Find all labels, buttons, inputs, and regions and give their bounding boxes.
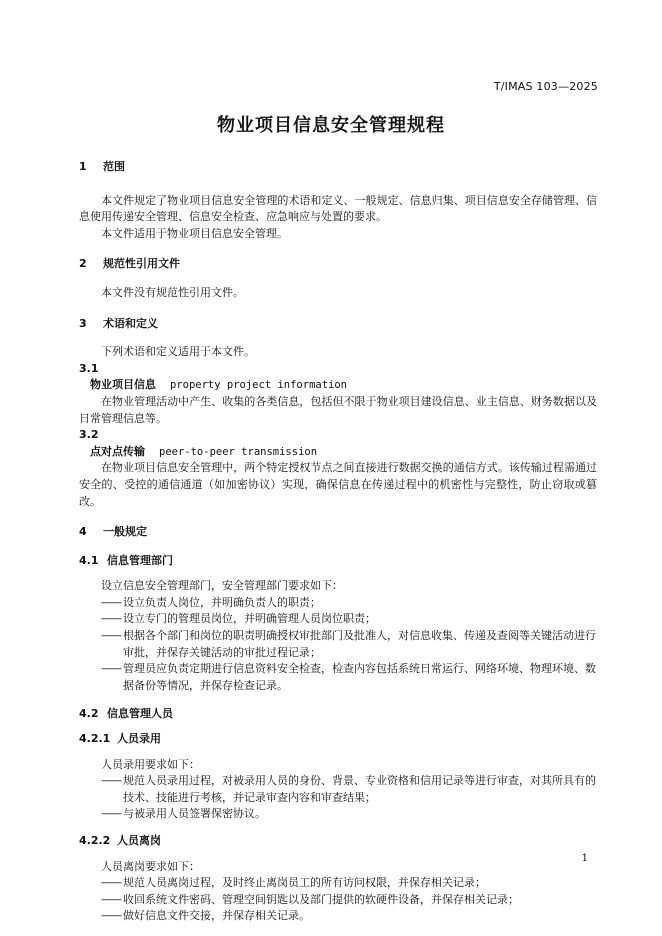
section-3-heading [79,316,597,333]
paragraph: 人员离岗要求如下： [101,859,200,873]
subsection-title: 信息管理部门 [107,553,173,567]
dash-mark: —— [101,807,121,821]
list-item [79,611,597,628]
list-item [79,875,597,892]
document-title: 物业项目信息安全管理规程 [217,115,445,136]
dash-mark: —— [101,774,121,788]
paragraph: 本文件没有规范性引用文件。 [101,285,244,299]
section-number: 2 [79,257,87,271]
term-en: peer-to-peer transmission [159,445,318,458]
list-item [79,908,597,925]
term-heading [79,377,597,394]
page-number: 1 [581,853,588,864]
dash-mark: —— [101,662,121,676]
dash-mark: —— [101,612,121,626]
term-entry [79,427,597,510]
dash-mark: —— [101,892,121,906]
section-title: 范围 [103,160,125,173]
paragraph: 人员录用要求如下： [101,757,200,771]
list-item [79,661,597,694]
list-item-text: 规范人员离岗过程，及时终止离岗员工的所有访问权限，并保存相关记录； [123,876,486,890]
term-definition: 在物业管理活动中产生、收集的各类信息，包括但不限于物业项目建设信息、业主信息、财务数据以及日常管理信息等。 [79,394,597,425]
list-item-text: 设立专门的管理员岗位，并明确管理人员岗位职责； [123,612,376,626]
list-item [79,628,597,661]
paragraph: 下列术语和定义适用于本文件。 [101,345,255,359]
section-number: 3 [79,316,87,330]
term-heading [79,444,597,461]
term-en: property project information [170,379,348,392]
subsection-4-2-2-heading [79,833,597,850]
term-number: 3.1 [79,361,99,375]
term-cn: 物业项目信息 [90,378,156,392]
section-number: 1 [79,160,87,173]
term-definition: 在物业项目信息安全管理中，两个特定授权节点之间直接进行数据交换的通信方式。该传输过程需通过安全的、受控的通信通道（如加密协议）实现，确保信息在传递过程中的机密性与完整性，防止窃取或篡改。 [79,461,597,508]
subsection-number: 4.1 [79,553,99,567]
list-item [79,773,597,806]
dash-mark: —— [101,629,121,643]
list-item [79,806,597,823]
dash-mark: —— [101,595,121,609]
subsection-4-2-heading [79,706,597,723]
list-item-text: 做好信息文件交接，并保存相关记录。 [123,909,310,923]
section-4-heading [79,524,597,541]
paragraph: 设立信息安全管理部门，安全管理部门要求如下： [101,579,343,593]
list-item-text: 管理员应负责定期进行信息资料安全检查，检查内容包括系统日常运行、网络环境、物理环境、数据备份等情况，并保存检查记录。 [123,662,596,692]
document-body [79,159,597,925]
list-item [79,595,597,612]
list-item-text: 收回系统文件密码、管理空间钥匙以及部门提供的软硬件设备，并保存相关记录； [123,892,519,906]
paragraph: 本文件规定了物业项目信息安全管理的术语和定义、一般规定、信息归集、项目信息安全存储管理、信息使用传递安全管理、信息安全检查、应急响应与处置的要求。 [79,193,597,224]
section-title: 术语和定义 [103,316,158,330]
dash-mark: —— [101,876,121,890]
standard-code: T/IMAS 103—2025 [493,80,598,93]
list-item-text: 根据各个部门和岗位的职责明确授权审批部门及批准人，对信息收集、传递及查阅等关键活动进行审批，并保存关键活动的审批过程记录； [123,629,596,659]
subsection-4-1-heading [79,553,597,570]
term-entry [79,361,597,427]
list-item-text: 与被录用人员签署保密协议。 [123,807,266,821]
term-cn: 点对点传输 [90,444,145,458]
paragraph: 本文件适用于物业项目信息安全管理。 [101,226,288,240]
subsection-title: 信息管理人员 [107,707,173,721]
subsection-number: 4.2.2 [79,834,111,847]
subsection-title: 人员录用 [117,732,161,746]
subsection-title: 人员离岗 [117,834,161,847]
dash-mark: —— [101,909,121,923]
term-number: 3.2 [79,428,99,442]
section-title: 一般规定 [103,525,147,539]
section-title: 规范性引用文件 [103,257,180,271]
subsection-number: 4.2 [79,707,99,721]
list-item [79,892,597,909]
subsection-4-2-1-heading [79,731,597,748]
list-item-text: 规范人员录用过程，对被录用人员的身份、背景、专业资格和信用记录等进行审查，对其所具有的技术、技能进行考核，并记录审查内容和审查结果； [123,774,596,804]
section-2-heading [79,256,597,273]
section-number: 4 [79,525,87,539]
list-item-text: 设立负责人岗位，并明确负责人的职责； [123,595,321,609]
section-1-heading [79,159,597,176]
subsection-number: 4.2.1 [79,732,111,746]
